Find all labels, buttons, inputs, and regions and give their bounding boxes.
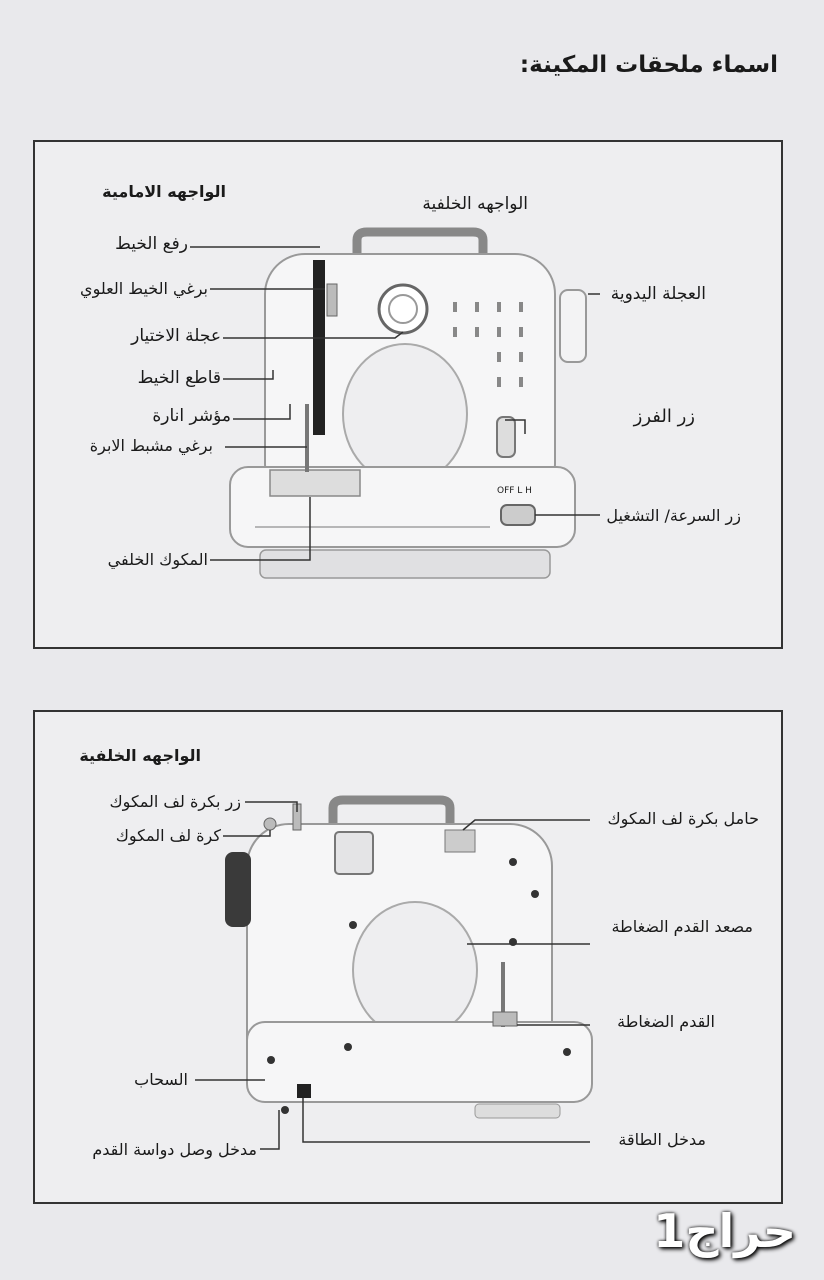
back-machine-diagram (35, 712, 781, 1202)
label-upper-thread-tension: برغي الخيط العلوي (80, 279, 208, 298)
reverse-button-shape (497, 417, 515, 457)
label-drawer: السحاب (134, 1070, 188, 1089)
label-reverse-button: زر الفرز (633, 406, 695, 427)
pattern-dial-shape (379, 285, 427, 333)
label-presser-foot: القدم الضغاطة (617, 1012, 715, 1031)
front-machine-diagram (35, 142, 781, 647)
hand-wheel-back-shape (225, 852, 251, 927)
label-needle-clamp-screw: برغي مشبط الابرة (89, 436, 213, 455)
leader-pedal-socket (260, 1110, 279, 1149)
switch-text: OFF L H (497, 486, 532, 496)
back-subheading: الواجهه الخلفية (422, 194, 528, 214)
tension-bar-shape (313, 260, 325, 435)
label-bobbin-winder-ball: كرة لف المكوك (115, 826, 221, 845)
label-bobbin-winder-button: زر بكرة لف المكوك (109, 792, 241, 811)
speed-switch-shape (501, 505, 535, 525)
hand-wheel-shape (560, 290, 586, 362)
label-presser-foot-lifter: مصعد القدم الضغاطة (611, 917, 753, 936)
label-power-socket: مدخل الطاقة (618, 1130, 706, 1149)
front-view-panel (33, 140, 783, 649)
label-bobbin-cover: المكوك الخلفي (107, 550, 208, 569)
label-pattern-dial: عجلة الاختيار (131, 326, 221, 346)
label-foot-pedal-socket: مدخل وصل دواسة القدم (92, 1140, 257, 1159)
front-heading: الواجهه الامامية (102, 182, 226, 201)
watermark: حراج1 (653, 1204, 796, 1258)
label-bobbin-spool-holder: حامل بكرة لف المكوك (607, 809, 759, 828)
leader-winder-button (245, 802, 297, 812)
back-heading: الواجهه الخلفية (79, 746, 201, 765)
label-thread-cutter: قاطع الخيط (137, 368, 221, 388)
label-thread-take-up: رفع الخيط (115, 234, 188, 254)
back-view-panel (33, 710, 783, 1204)
label-hand-wheel: العجلة اليدوية (610, 284, 706, 304)
label-speed-power-switch: زر السرعة/ التشغيل (606, 506, 741, 525)
page-title: اسماء ملحقات المكينة: (519, 52, 778, 78)
label-light-indicator: مؤشر انارة (152, 406, 231, 426)
spool-shape (335, 832, 373, 874)
power-socket-shape (297, 1084, 311, 1098)
